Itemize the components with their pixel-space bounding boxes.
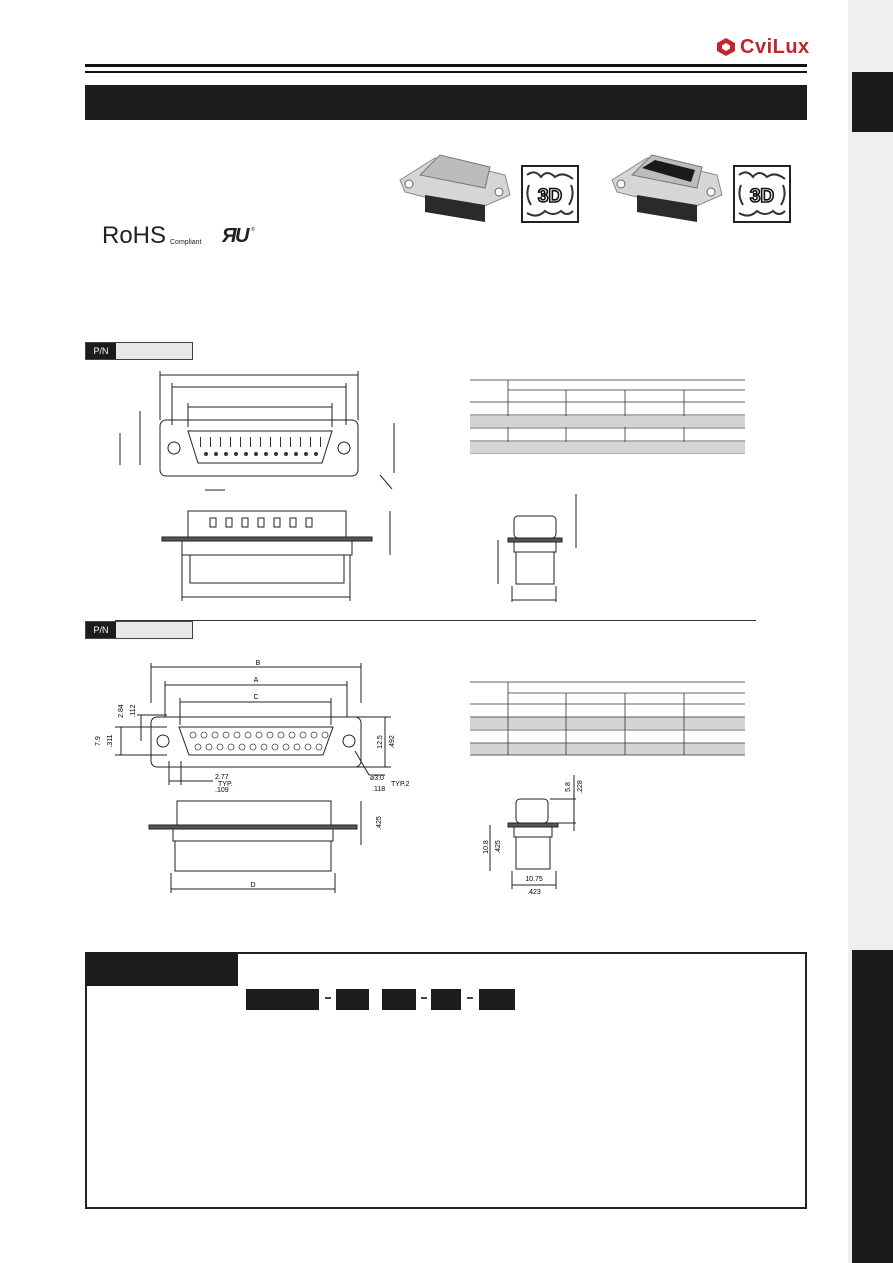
female-profile	[470, 775, 610, 897]
profile-top-in: .228	[577, 780, 584, 794]
rohs-mark: RoHS	[102, 222, 167, 249]
title-bar	[85, 85, 807, 120]
height-in: .311	[107, 734, 114, 748]
header-rule-thin	[85, 71, 807, 73]
pn-value-2	[116, 622, 192, 638]
offset-mm: 2.84	[118, 704, 125, 718]
dim-b: B	[255, 660, 261, 667]
order-code-segment-3	[431, 989, 461, 1010]
rohs-caption: Compliant	[170, 239, 202, 246]
brand-name: CviLux	[740, 35, 810, 58]
profile-height-in: .425	[495, 840, 502, 854]
svg-text:U: U	[235, 225, 250, 246]
side-tab-top	[852, 72, 893, 132]
pitch-note: TYP.	[218, 781, 233, 788]
hole-mm: ⌀3.0	[370, 775, 384, 782]
pitch-in: .109	[215, 787, 229, 794]
spec-table-male	[470, 378, 746, 456]
order-code-dash-3	[467, 997, 473, 999]
male-connector-image	[395, 150, 515, 225]
side-tab-bottom	[852, 950, 893, 1263]
flange-mm: 12.5	[377, 735, 384, 749]
3d-model-icon[interactable]	[521, 165, 579, 223]
hole-in: .118	[372, 786, 386, 793]
profile-top-mm: 5.8	[565, 782, 572, 792]
order-code-segment-4	[479, 989, 515, 1010]
side-in: .425	[376, 816, 383, 830]
3d-model-icon-female[interactable]	[733, 165, 791, 223]
svg-text:3D: 3D	[537, 186, 563, 207]
brand-mark-icon	[716, 38, 736, 56]
pn-value	[116, 343, 192, 359]
section-separator	[115, 620, 756, 621]
brand-logo	[716, 34, 810, 60]
dim-c: C	[253, 694, 259, 701]
order-code-segment-1	[336, 989, 369, 1010]
male-profile	[490, 492, 590, 604]
svg-text:®: ®	[251, 227, 255, 233]
height-mm: 7.9	[95, 736, 102, 746]
pitch-mm: 2.77	[215, 774, 229, 781]
profile-width-mm: 10.75	[525, 876, 543, 883]
pn-box-male	[85, 342, 193, 360]
spec-table-female	[470, 680, 746, 758]
svg-text:3D: 3D	[749, 186, 775, 207]
dim-d: D	[250, 882, 256, 889]
hole-note: TYP.2	[391, 781, 410, 788]
female-connector-image	[607, 150, 727, 225]
dim-a: A	[253, 677, 259, 684]
offset-in: .112	[130, 704, 137, 718]
male-drawing	[110, 365, 410, 605]
ordering-info-header	[85, 952, 238, 986]
pn-label: P/N	[86, 343, 116, 359]
female-drawing	[85, 655, 415, 900]
flange-in: .492	[389, 735, 396, 749]
svg-text:Я: Я	[222, 225, 237, 246]
ul-recognized-icon	[220, 224, 256, 251]
order-code-dash-2	[421, 997, 427, 999]
header-rule	[85, 64, 807, 67]
order-code-series	[246, 989, 319, 1010]
order-code-segment-2	[382, 989, 416, 1010]
order-code-dash	[325, 997, 331, 999]
profile-height-mm: 10.8	[483, 840, 490, 854]
pn-box-female	[85, 621, 193, 639]
pn-label-2: P/N	[86, 622, 116, 638]
profile-width-in: .423	[527, 889, 541, 896]
